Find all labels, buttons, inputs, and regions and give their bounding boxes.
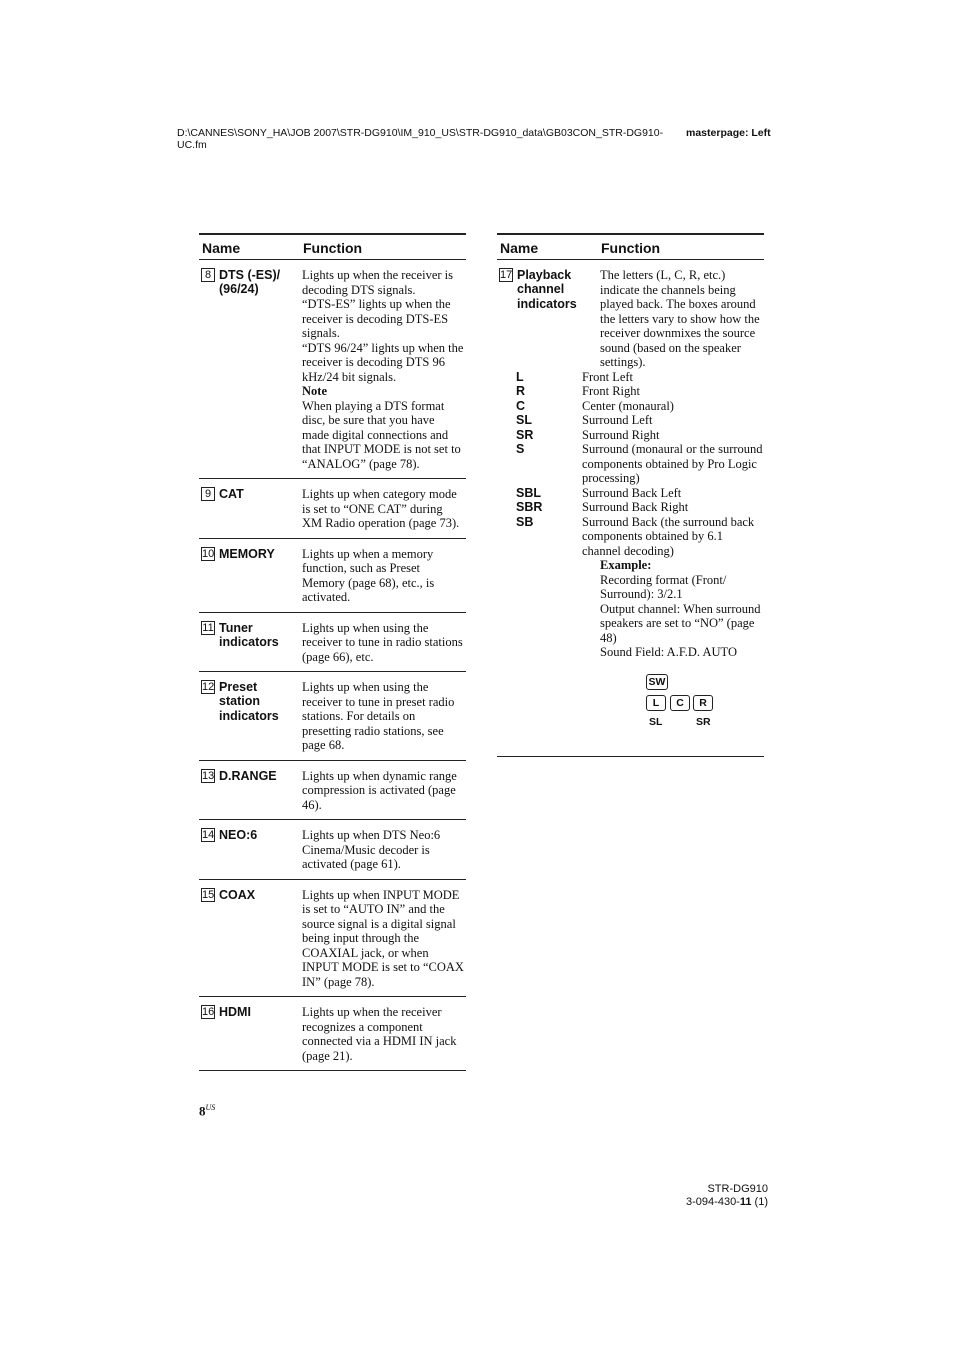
example-line: Recording format (Front/ Surround): 3/2.1 <box>600 572 727 601</box>
table-row <box>199 479 466 539</box>
channel-code: SBL <box>516 485 541 500</box>
table-row <box>199 538 466 612</box>
item-number-badge: 10 <box>202 547 215 560</box>
indicator-name: COAX <box>219 887 256 902</box>
channel-description: Surround Left <box>582 413 653 427</box>
note-text: When playing a DTS format disc, be sure that you have made digital connections and that INPUT MODE is not set to “ANALOG” (page 78). <box>302 398 461 471</box>
indicator-name: Tuner indicators <box>219 620 279 649</box>
example-line: Output channel: When surround speakers are set to “NO” (page 48) <box>600 601 761 645</box>
item-number-badge: 11 <box>202 621 214 634</box>
name-column-header: Name <box>497 234 598 260</box>
item-number-badge: 13 <box>202 769 215 782</box>
list-item <box>499 384 764 399</box>
document-code: 3-094-430-11 (1) <box>686 1196 768 1208</box>
indicator-function: Lights up when a memory function, such as Preset Memory (page 68), etc., is activated. <box>302 546 435 604</box>
list-item <box>499 500 764 515</box>
display-c-box: C <box>670 695 690 711</box>
display-r-box: R <box>693 695 713 711</box>
indicator-function: Lights up when the receiver is decoding DTS signals. “DTS-ES” lights up when the receiver is decoding DTS-ES signals. “DTS 96/24” lights up when the receiver is decoding DTS 96 kHz/24 bit signals. <box>302 268 464 384</box>
table-row <box>199 672 466 761</box>
model-name: STR-DG910 <box>707 1183 768 1195</box>
indicator-function: Lights up when using the receiver to tune in radio stations (page 66), etc. <box>302 620 463 664</box>
list-item <box>499 370 764 385</box>
list-item <box>499 486 764 501</box>
indicator-function: Lights up when DTS Neo:6 Cinema/Music decoder is activated (page 61). <box>302 828 441 871</box>
channel-code: C <box>516 398 526 413</box>
channel-description: Surround Back Right <box>582 500 689 514</box>
list-item <box>499 515 764 559</box>
item-number-badge: 8 <box>201 268 215 282</box>
display-l-box: L <box>646 695 666 711</box>
masterpage-label: masterpage: Left <box>686 127 771 139</box>
item-number-badge: 14 <box>202 829 215 841</box>
indicator-function: Lights up when dynamic range compression is activated (page 46). <box>302 768 457 812</box>
item-number-badge: 9 <box>201 487 215 501</box>
channel-code: L <box>516 369 524 384</box>
indicator-name: HDMI <box>219 1005 251 1019</box>
channel-description: Surround (monaural or the surround components obtained by Pro Logic processing) <box>582 442 763 485</box>
list-item <box>499 399 764 414</box>
left-indicator-table <box>199 233 466 1071</box>
display-sl-label: SL <box>649 715 663 728</box>
indicator-name: MEMORY <box>219 546 275 561</box>
function-column-header: Function <box>598 234 764 260</box>
indicator-name: Preset station indicators <box>219 680 279 723</box>
table-row <box>199 879 466 997</box>
indicator-name: D.RANGE <box>219 768 277 783</box>
display-sr-label: SR <box>696 715 711 728</box>
indicator-name: Playback channel indicators <box>517 268 577 311</box>
table-row <box>199 997 466 1071</box>
channel-display-illustration <box>646 674 786 736</box>
channel-code: SB <box>516 514 534 529</box>
footer-model-info <box>620 1183 768 1209</box>
function-column-header: Function <box>300 234 466 260</box>
channel-code: SR <box>516 427 534 442</box>
channel-code: R <box>516 384 526 398</box>
channel-description: Surround Back Left <box>582 485 682 500</box>
item-number-badge: 12 <box>202 681 215 693</box>
indicator-name: CAT <box>219 487 244 501</box>
indicator-function: Lights up when category mode is set to “ONE CAT” during XM Radio operation (page 73). <box>302 487 460 530</box>
channel-description: Surround Right <box>582 427 660 442</box>
table-row <box>199 820 466 880</box>
table-row <box>199 612 466 672</box>
indicator-function: The letters (L, C, R, etc.) indicate the channels being played back. The boxes around the letters vary to show how the receiver downmixes the source sound (based on the speaker settings). <box>600 268 760 369</box>
note-label: Note <box>302 384 327 398</box>
right-indicator-table <box>497 233 764 757</box>
indicator-name: DTS (-ES)/ (96/24) <box>219 268 281 297</box>
channel-code: S <box>516 442 525 456</box>
indicator-function: Lights up when the receiver recognizes a component connected via a HDMI IN jack (page 21). <box>302 1005 457 1063</box>
table-row <box>497 260 764 757</box>
display-sw-box: SW <box>646 674 668 690</box>
channel-description: Surround Back (the surround back components obtained by 6.1 channel decoding) <box>582 514 755 558</box>
file-path-header: D:\CANNES\SONY_HA\JOB 2007\STR-DG910\IM_910_US\STR-DG910_data\GB03CON_STR-DG910-UC.fm <box>177 127 664 151</box>
indicator-function: Lights up when using the receiver to tune in preset radio stations. For details on presetting radio stations, see page 68. <box>302 680 455 752</box>
channel-description: Center (monaural) <box>582 398 674 413</box>
page-suffix: US <box>205 1103 216 1112</box>
indicator-name: NEO:6 <box>219 828 258 842</box>
channel-list <box>499 370 764 559</box>
list-item <box>499 442 764 486</box>
channel-code: SBR <box>516 500 543 514</box>
list-item <box>499 413 764 428</box>
item-number-badge: 16 <box>202 1006 215 1018</box>
table-row <box>199 760 466 820</box>
item-number-badge: 17 <box>500 269 513 281</box>
item-number-badge: 15 <box>202 888 215 901</box>
list-item <box>499 428 764 443</box>
table-row <box>199 260 466 479</box>
channel-description: Front Left <box>582 369 634 384</box>
example-label: Example: <box>600 558 652 572</box>
example-line: Sound Field: A.F.D. AUTO <box>600 645 737 659</box>
channel-description: Front Right <box>582 384 640 398</box>
indicator-function: Lights up when INPUT MODE is set to “AUTO IN” and the source signal is a digital signal being input through the COAXIAL jack, or when INPUT MODE is set to “COAX IN” (page 78). <box>302 887 464 989</box>
page-number: $8^{US}$ <box>199 1103 216 1119</box>
name-column-header: Name <box>199 234 300 260</box>
channel-code: SL <box>516 413 532 427</box>
